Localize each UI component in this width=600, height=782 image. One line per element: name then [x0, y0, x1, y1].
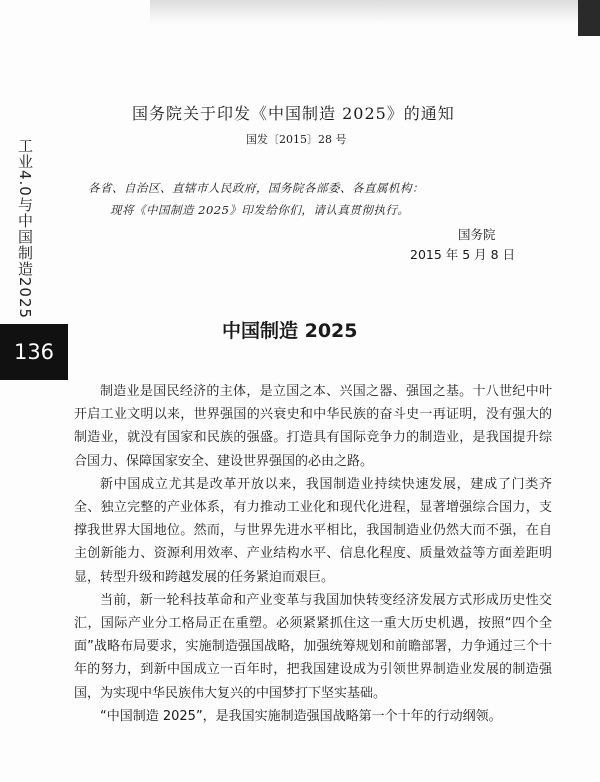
notice-date: 2015 年 5 月 8 日 — [410, 247, 516, 262]
document-number: 国发〔2015〕28 号 — [246, 133, 347, 146]
paragraph: “中国制造 2025”，是我国实施制造强国战略第一个十年的行动纲领。 — [100, 708, 502, 724]
body-text — [74, 380, 552, 728]
page-number-tab: 136 — [0, 324, 68, 380]
paragraph: 当前，新一轮科技革命和产业变革与我国加快转变经济发展方式形成历史性交汇，国际产业分工格局正在重塑。必须紧紧抓住这一重大历史机遇，按照“四个全面”战略布局要求，实施制造强国战略，加强统筹规划和前瞻部署，力争通过三个十年的努力，到新中国成立一百年时，把我国建设成为引领世界制造业发展的制造强国，为实现中华民族伟大复兴的中国梦打下坚实基础。 — [74, 592, 552, 701]
paragraph: 新中国成立尤其是改革开放以来，我国制造业持续快速发展，建成了门类齐全、独立完整的产业体系，有力推动工业化和现代化进程，显著增强综合国力，支撑我世界大国地位。然而，与世界先进水平相比，我国制造业仍然大而不强，在自主创新能力、资源利用效率、产业结构水平、信息化程度、质量效益等方面差距明显，转型升级和跨越发展的任务紧迫而艰巨。 — [74, 476, 552, 585]
notice-salutation: 各省、自治区、直辖市人民政府，国务院各部委、各直属机构： — [88, 181, 424, 195]
notice-issuer: 国务院 — [458, 227, 496, 242]
running-header-book-title: 工业4.0与中国制造2025 — [16, 138, 34, 320]
paragraph: 制造业是国民经济的主体，是立国之本、兴国之器、强国之基。十八世纪中叶开启工业文明以来，世界强国的兴衰史和中华民族的奋斗史一再证明，没有强大的制造业，就没有国家和民族的强盛。打造具有国际竞争力的制造业，是我国提升综合国力、保障国家安全、建设世界强国的必由之路。 — [74, 384, 552, 469]
notice-title: 国务院关于印发《中国制造 2025》的通知 — [132, 104, 455, 123]
scan-corner-mark — [578, 0, 600, 36]
main-title: 中国制造 2025 — [222, 320, 358, 342]
notice-instruction: 现将《中国制造 2025》印发给你们，请认真贯彻执行。 — [110, 203, 410, 217]
scan-shadow-top — [150, 0, 600, 24]
